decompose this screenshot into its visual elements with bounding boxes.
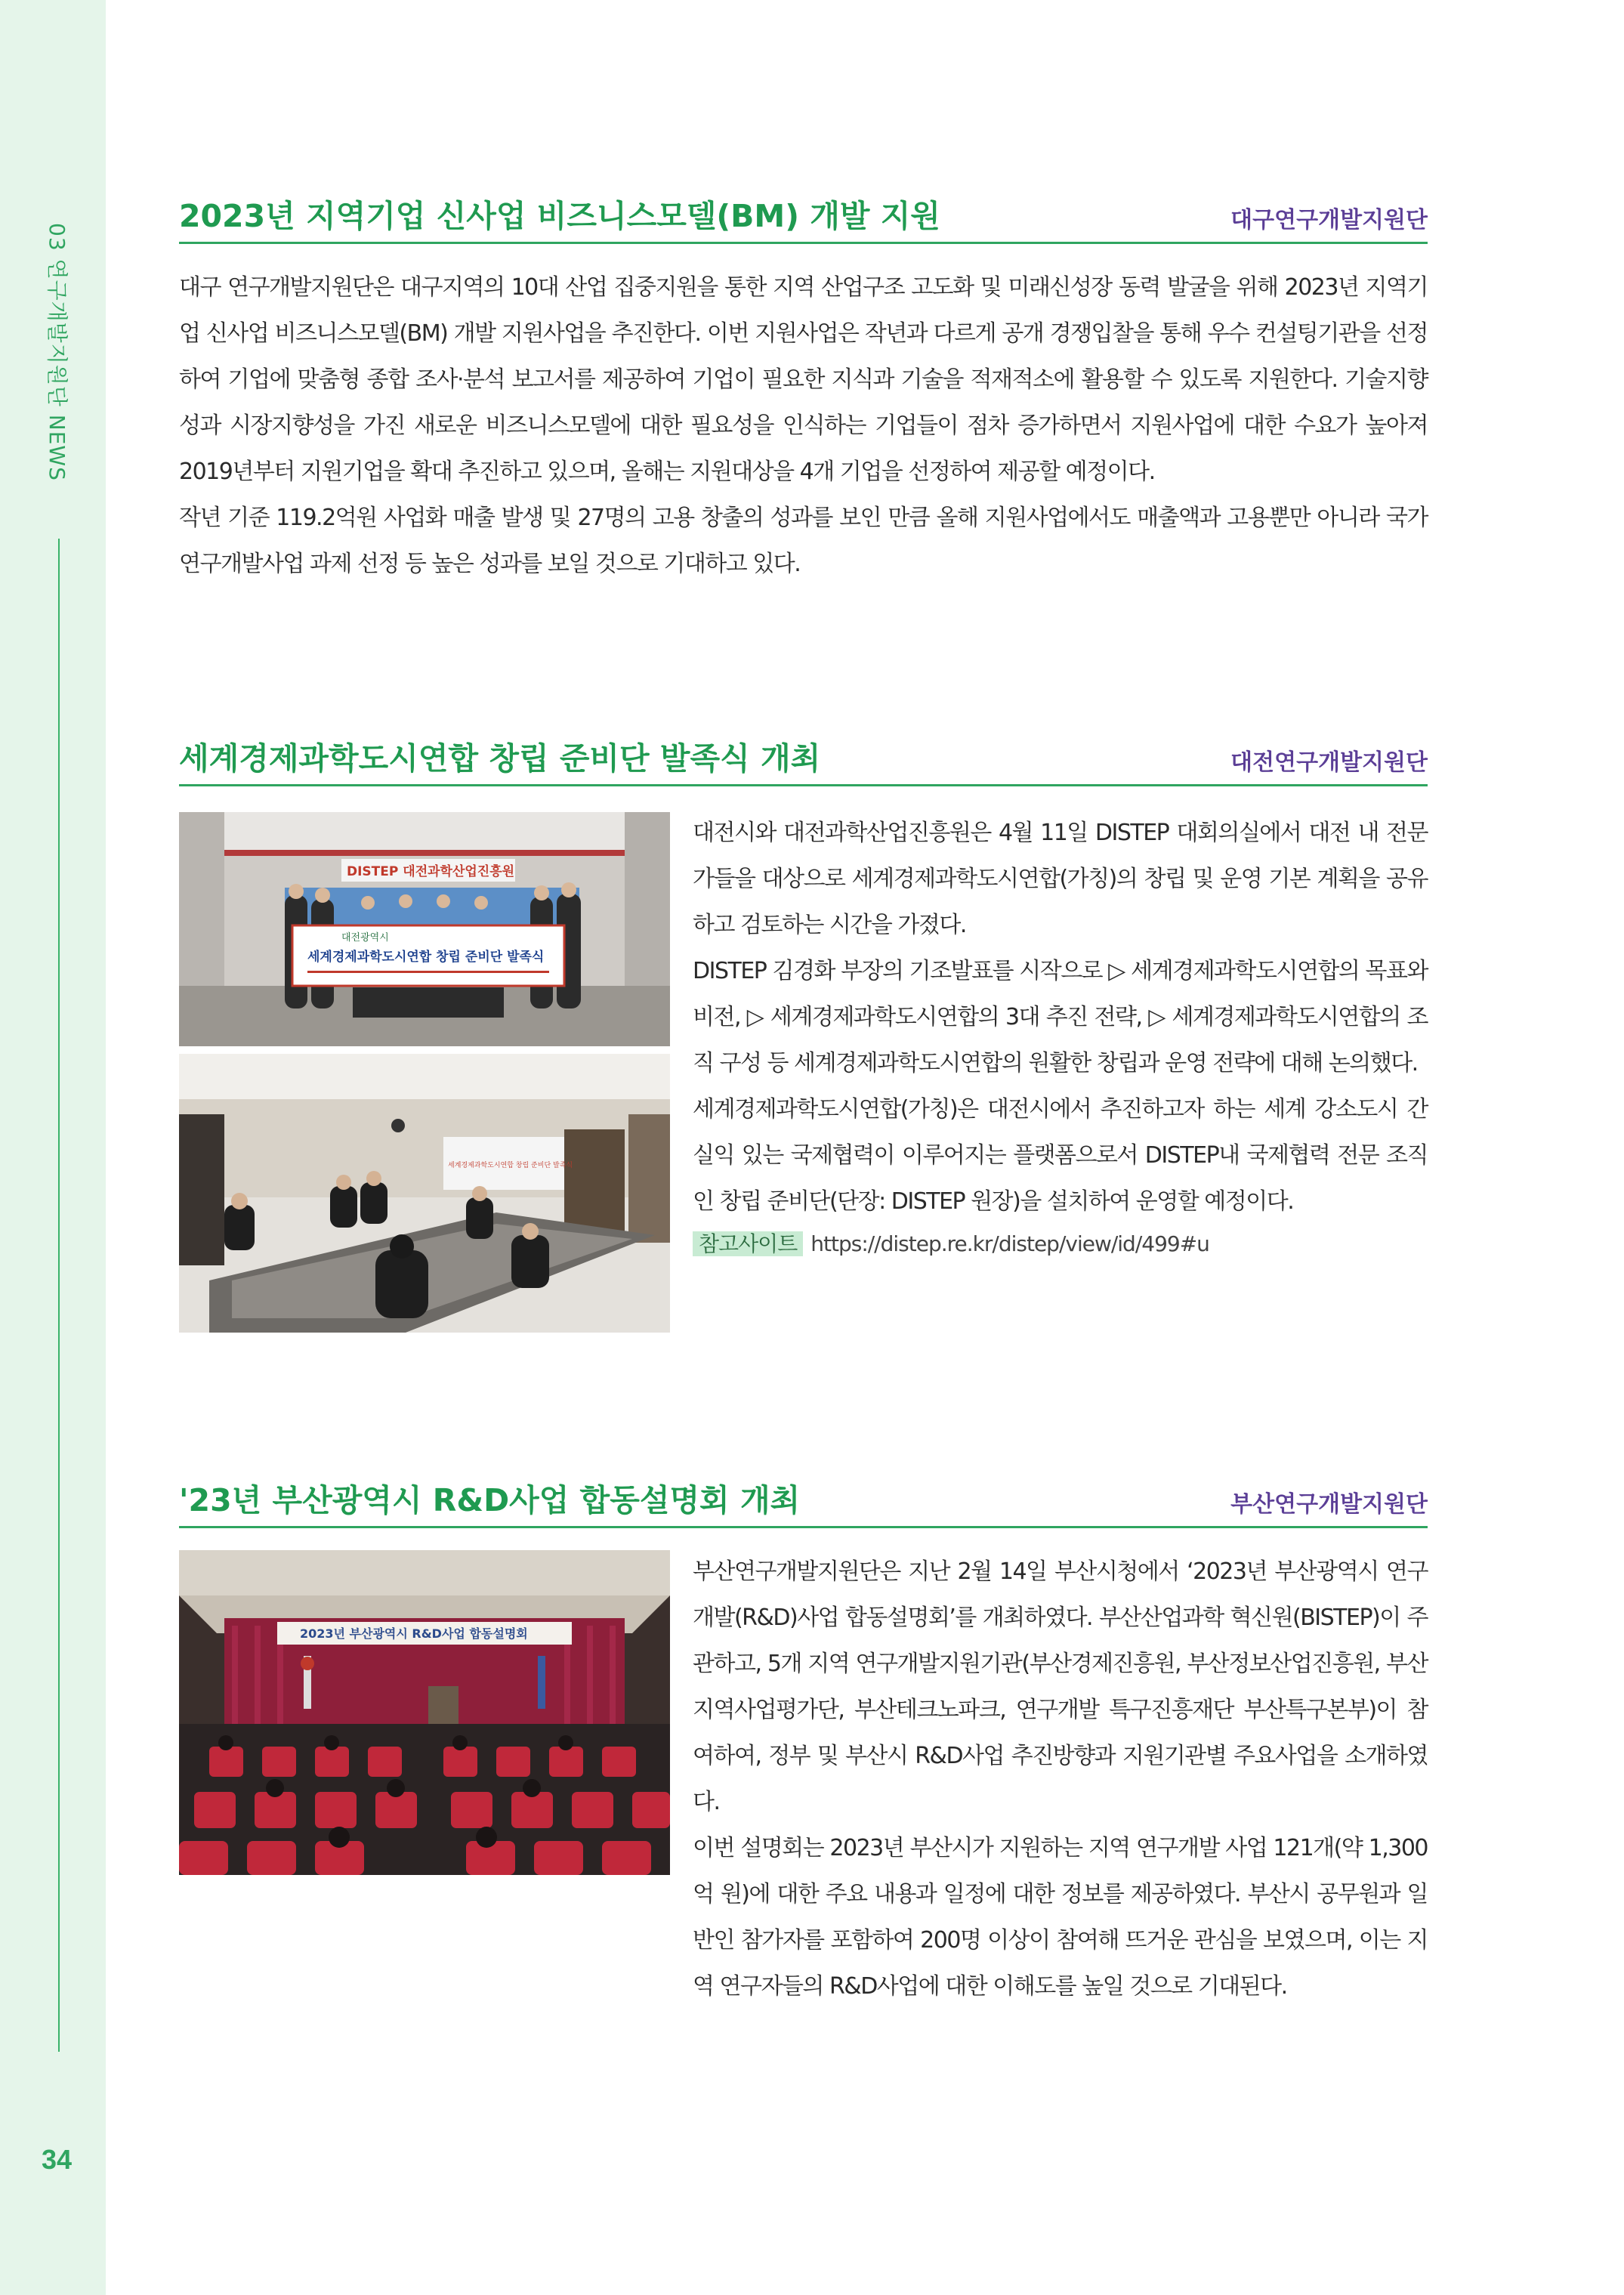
paragraph: DISTEP 김경화 부장의 기조발표를 시작으로 ▷ 세계경제과학도시연합의 목표와 비전, ▷ 세계경제과학도시연합의 3대 추진 전략, ▷ 세계경제과학도시연합의 조직 구성 등 세계경제과학도시연합의 원활한 창립과 운영 전략에 대해 논의했다. (693, 958, 1428, 1076)
paragraph: 대전시와 대전과학산업진흥원은 4월 11일 DISTEP 대회의실에서 대전 내 전문가들을 대상으로 세계경제과학도시연합(가칭)의 창립 및 운영 기본 계획을 공유하고 검토하는 시간을 가졌다. (693, 820, 1428, 938)
paragraph: 세계경제과학도시연합(가칭)은 대전시에서 추진하고자 하는 세계 강소도시 간 실익 있는 국제협력이 이루어지는 플랫폼으로서 DISTEP내 국제협력 전문 조직인 창립 준비단(단장: DISTEP 원장)을 설치하여 운영할 예정이다. (693, 1096, 1428, 1215)
paragraph: 부산연구개발지원단은 지난 2월 14일 부산시청에서 ‘2023년 부산광역시 연구개발(R&D)사업 합동설명회’를 개최하였다. 부산산업과학 혁신원(BISTEP)이 주관하고, 5개 지역 연구개발지원기관(부산경제진흥원, 부산정보산업진흥원, 부산지역사업평가단, 부산테크노파크, 연구개발 특구진흥재단 부산특구본부)이 참여하여, 정부 및 부산시 R&D사업 추진방향과 지원기관별 주요사업을 소개하였다. (693, 1558, 1428, 1815)
placard-small-text: 대전광역시 (341, 932, 389, 944)
article-busan (179, 1473, 1428, 2000)
article-daegu (179, 189, 1428, 577)
article-org: 대전연구개발지원단 (1230, 749, 1428, 776)
banner-logo-text: DISTEP 대전과학산업진흥원 (347, 864, 515, 879)
article-header (179, 189, 1428, 244)
paragraph: 작년 기준 119.2억원 사업화 매출 발생 및 27명의 고용 창출의 성과를 보인 만큼 올해 지원사업에서도 매출액과 고용뿐만 아니라 국가연구개발사업 과제 선정 등 높은 성과를 보일 것으로 기대하고 있다. (179, 505, 1428, 577)
article-daejeon (179, 731, 1428, 1256)
paragraph: 대구 연구개발지원단은 대구지역의 10대 산업 집중지원을 통한 지역 산업구조 고도화 및 미래신성장 동력 발굴을 위해 2023년 지역기업 신사업 비즈니스모델(BM) 개발 지원사업을 추진한다. 이번 지원사업은 작년과 다르게 공개 경쟁입찰을 통해 우수 컨설팅기관을 선정하여 기업에 맞춤형 종합 조사·분석 보고서를 제공하여 기업이 필요한 지식과 기술을 적재적소에 활용할 수 있도록 지원한다. 기술지향성과 시장지향성을 가진 새로운 비즈니스모델에 대한 필요성을 인식하는 기업들이 점차 증가하면서 지원사업에 대한 수요가 높아져 2019년부터 지원기업을 확대 추진하고 있으며, 올해는 지원대상을 4개 기업을 선정하여 제공할 예정이다. (179, 274, 1428, 485)
reference-badge: 참고사이트 (693, 1231, 803, 1256)
article-title: 2023년 지역기업 신사업 비즈니스모델(BM) 개발 지원 (179, 198, 940, 234)
article-body (693, 810, 1428, 1258)
article-org: 부산연구개발지원단 (1230, 1491, 1428, 1518)
reference-url[interactable]: https://distep.re.kr/distep/view/id/499#u (810, 1231, 1209, 1256)
launch-ceremony-group-photo (179, 812, 670, 1046)
article-title: '23년 부산광역시 R&D사업 합동설명회 개최 (179, 1482, 801, 1518)
side-divider-line (58, 539, 60, 2052)
briefing-session-photo (179, 1550, 670, 1875)
article-title: 세계경제과학도시연합 창립 준비단 발족식 개최 (179, 740, 821, 777)
article-header (179, 731, 1428, 786)
stage-banner-text: 2023년 부산광역시 R&D사업 합동설명회 (300, 1626, 528, 1641)
article-body (693, 1549, 1428, 2009)
paragraph: 이번 설명회는 2023년 부산시가 지원하는 지역 연구개발 사업 121개(약 1,300억 원)에 대한 주요 내용과 일정에 대한 정보를 제공하였다. 부산시 공무원과 일반인 참가자를 포함하여 200명 이상이 참여해 뜨거운 관심을 보였으며, 이는 지역 연구자들의 R&D사업에 대한 이해도를 높일 것으로 기대된다. (693, 1835, 1428, 2000)
reference-line (693, 1228, 1428, 1258)
page-number: 34 (42, 2144, 73, 2175)
article-body (179, 264, 1428, 587)
meeting-room-photo (179, 1054, 670, 1333)
article-header (179, 1473, 1428, 1528)
section-side-label: 03 연구개발지원단 NEWS (45, 223, 69, 481)
placard-title-text: 세계경제과학도시연합 창립 준비단 발족식 (307, 950, 545, 965)
article-org: 대구연구개발지원단 (1230, 207, 1428, 233)
meeting-screen-text: 세계경제과학도시연합 창립 준비단 발족식 (448, 1162, 573, 1169)
